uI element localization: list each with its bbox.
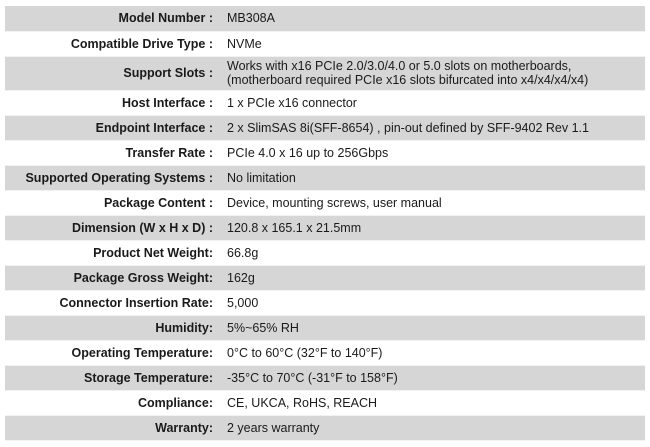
spec-row-model-number — [5, 6, 645, 31]
spec-value-line: (motherboard required PCIe x16 slots bifurcated into x4/x4/x4/x4) — [227, 73, 589, 87]
spec-value: PCIe 4.0 x 16 up to 256Gbps — [221, 140, 645, 165]
spec-row-compatible-drive-type — [5, 31, 645, 56]
spec-label: Compliance: — [5, 390, 221, 415]
spec-label: Package Content : — [5, 190, 221, 215]
spec-row-supported-os — [5, 165, 645, 190]
spec-value: 66.8g — [221, 240, 645, 265]
spec-label: Compatible Drive Type : — [5, 31, 221, 56]
spec-label: Operating Temperature: — [5, 340, 221, 365]
spec-label: Host Interface : — [5, 90, 221, 115]
spec-label: Package Gross Weight: — [5, 265, 221, 290]
spec-value-line: Works with x16 PCIe 2.0/3.0/4.0 or 5.0 slots on motherboards, — [227, 59, 572, 73]
spec-row-package-content — [5, 190, 645, 215]
spec-value: 2 years warranty — [221, 415, 645, 440]
spec-value: 5%~65% RH — [221, 315, 645, 340]
spec-value: Device, mounting screws, user manual — [221, 190, 645, 215]
spec-value: MB308A — [221, 6, 645, 31]
spec-label: Dimension (W x H x D) : — [5, 215, 221, 240]
spec-value: -35°C to 70°C (-31°F to 158°F) — [221, 365, 645, 390]
spec-value — [221, 56, 645, 90]
spec-row-compliance — [5, 390, 645, 415]
spec-value: No limitation — [221, 165, 645, 190]
spec-label: Storage Temperature: — [5, 365, 221, 390]
spec-value: NVMe — [221, 31, 645, 56]
spec-label: Endpoint Interface : — [5, 115, 221, 140]
spec-row-net-weight — [5, 240, 645, 265]
spec-row-storage-temperature — [5, 365, 645, 390]
spec-value: 1 x PCIe x16 connector — [221, 90, 645, 115]
specifications-table — [5, 6, 645, 441]
spec-row-transfer-rate — [5, 140, 645, 165]
spec-row-host-interface — [5, 90, 645, 115]
spec-value: 162g — [221, 265, 645, 290]
spec-value: 120.8 x 165.1 x 21.5mm — [221, 215, 645, 240]
spec-label: Model Number : — [5, 6, 221, 31]
spec-row-gross-weight — [5, 265, 645, 290]
spec-row-insertion-rate — [5, 290, 645, 315]
spec-label: Transfer Rate : — [5, 140, 221, 165]
spec-row-warranty — [5, 415, 645, 440]
spec-label: Supported Operating Systems : — [5, 165, 221, 190]
spec-label: Product Net Weight: — [5, 240, 221, 265]
spec-value: 2 x SlimSAS 8i(SFF-8654) , pin-out defined by SFF-9402 Rev 1.1 — [221, 115, 645, 140]
spec-label: Warranty: — [5, 415, 221, 440]
spec-label: Humidity: — [5, 315, 221, 340]
spec-row-support-slots — [5, 56, 645, 90]
spec-row-endpoint-interface — [5, 115, 645, 140]
spec-label: Connector Insertion Rate: — [5, 290, 221, 315]
spec-row-humidity — [5, 315, 645, 340]
spec-row-operating-temperature — [5, 340, 645, 365]
spec-row-dimension — [5, 215, 645, 240]
spec-value: 0°C to 60°C (32°F to 140°F) — [221, 340, 645, 365]
spec-value: 5,000 — [221, 290, 645, 315]
spec-value: CE, UKCA, RoHS, REACH — [221, 390, 645, 415]
spec-label: Support Slots : — [5, 56, 221, 90]
